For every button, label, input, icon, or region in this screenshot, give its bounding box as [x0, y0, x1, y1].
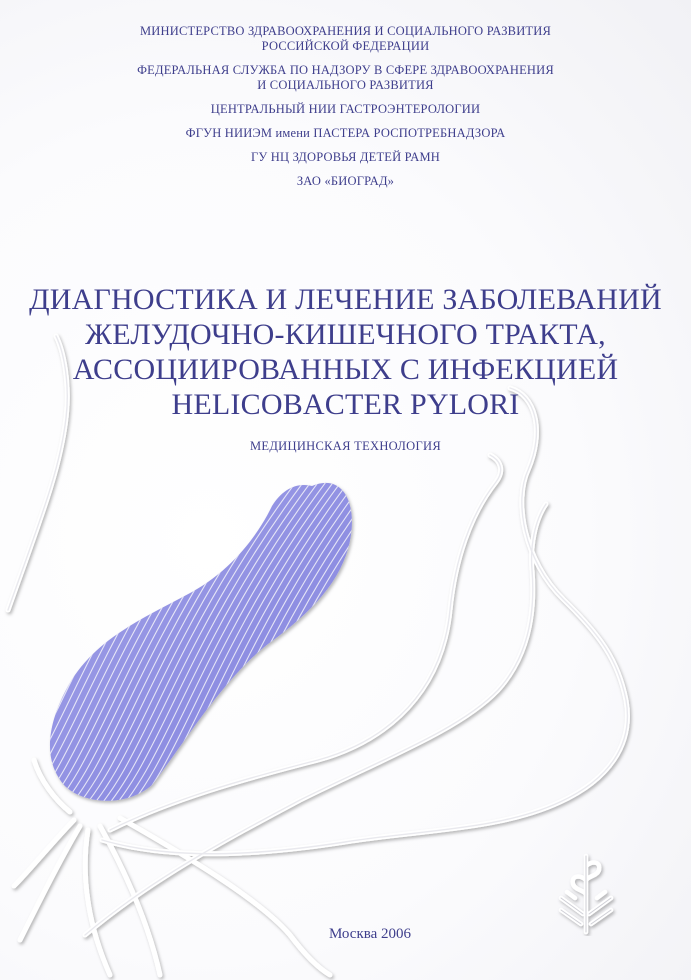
- book-subtitle: МЕДИЦИНСКАЯ ТЕХНОЛОГИЯ: [250, 439, 441, 453]
- title-line: HELICOBACTER PYLORI: [171, 388, 520, 421]
- org-line: ЗАО «БИОГРАД»: [296, 174, 395, 188]
- organization-pasteur-institute: [0, 126, 691, 141]
- org-line: ФГУН НИИЭМ имени ПАСТЕРА РОСПОТРЕБНАДЗОРА: [185, 126, 506, 140]
- book-title: [0, 282, 691, 422]
- title-line: ДИАГНОСТИКА И ЛЕЧЕНИЕ ЗАБОЛЕВАНИЙ: [29, 283, 662, 316]
- org-line: ЦЕНТРАЛЬНЫЙ НИИ ГАСТРОЭНТЕРОЛОГИИ: [210, 102, 481, 116]
- org-line: И СОЦИАЛЬНОГО РАЗВИТИЯ: [257, 78, 434, 92]
- org-line: ФЕДЕРАЛЬНАЯ СЛУЖБА ПО НАДЗОРУ В СФЕРЕ ЗДРАВООХРАНЕНИЯ: [137, 63, 554, 77]
- title-line: ЖЕЛУДОЧНО-КИШЕЧНОГО ТРАКТА,: [85, 318, 606, 351]
- org-line: РОССИЙСКОЙ ФЕДЕРАЦИИ: [261, 39, 430, 53]
- organization-biograd: [0, 174, 691, 189]
- organization-federal-service: [0, 63, 691, 93]
- org-line: МИНИСТЕРСТВО ЗДРАВООХРАНЕНИЯ И СОЦИАЛЬНОГО РАЗВИТИЯ: [139, 24, 552, 38]
- organization-gastro-institute: [0, 102, 691, 117]
- title-line: АССОЦИИРОВАННЫХ С ИНФЕКЦИЕЙ: [72, 353, 619, 386]
- organizations-block: [0, 24, 691, 198]
- city-year: Москва 2006: [328, 926, 412, 942]
- biograd-logo-icon: [553, 852, 619, 936]
- organization-child-health-center: [0, 150, 691, 165]
- org-line: ГУ НЦ ЗДОРОВЬЯ ДЕТЕЙ РАМН: [251, 150, 440, 164]
- organization-ministry: [0, 24, 691, 54]
